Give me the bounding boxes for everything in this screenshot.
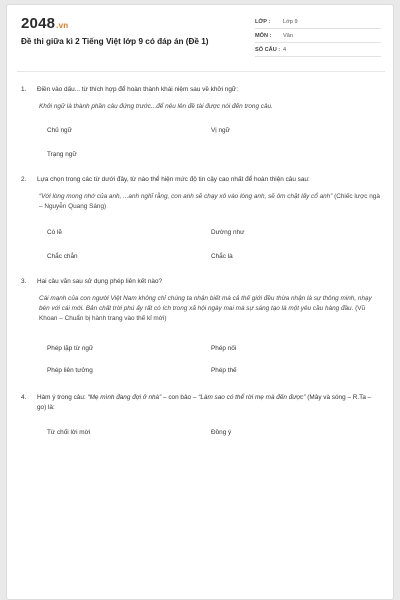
question-number: 2. xyxy=(21,176,27,183)
meta-value: Lớp 9 xyxy=(283,18,298,25)
question-1 xyxy=(21,85,381,112)
meta-value: 4 xyxy=(283,46,287,53)
question-stem: Lựa chọn trong các từ dưới đây, từ nào thể hiện mức độ tin cậy cao nhất để hoàn thiện câu sau: xyxy=(37,176,310,183)
quote-source: (Chiếc lược ngà – Nguyễn Quang Sáng) xyxy=(39,193,380,210)
option-a[interactable]: Phép lặp từ ngữ xyxy=(47,345,94,352)
quote-text: Cái mạnh của con người Việt Nam không chỉ chúng ta nhận biết mà cả thế giới đều thừa nhận là sự thông minh, nhạy bén với cái mới. Bản chất trời phú ấy rất có ích trong xã hội ngày mai mà sự sáng tạo là một yêu cầu hàng đầu. xyxy=(39,295,372,312)
exam-sheet xyxy=(6,4,394,600)
option-c[interactable]: Trạng ngữ xyxy=(47,151,77,158)
stem-quote-2: “Làm sao có thể rời mẹ mà đến được” xyxy=(198,394,306,401)
option-b[interactable]: Phép nối xyxy=(211,345,237,352)
meta-key: SỐ CÂU : xyxy=(255,46,281,53)
question-3 xyxy=(21,277,381,324)
option-c[interactable]: Phép liên tưởng xyxy=(47,367,93,374)
question-quote xyxy=(39,192,381,212)
stem-mid: – con bảo – xyxy=(161,394,199,401)
header xyxy=(7,5,393,67)
option-c[interactable]: Chắc chắn xyxy=(47,253,78,260)
question-quote xyxy=(39,294,381,324)
page-title: Đề thi giữa kì 2 Tiếng Việt lớp 9 có đáp án (Đề 1) xyxy=(21,37,209,46)
meta-key: MÔN : xyxy=(255,32,272,39)
logo-main: 2048 xyxy=(21,15,56,32)
option-a[interactable]: Từ chối lời mời xyxy=(47,429,91,436)
meta-key: LỚP : xyxy=(255,18,271,25)
stem-suffix: (Mây và sóng – R.Ta – go) là: xyxy=(37,394,372,411)
meta-value: Văn xyxy=(283,32,293,39)
meta-info xyxy=(255,15,381,57)
meta-row-subject xyxy=(255,29,381,43)
question-4 xyxy=(21,393,381,413)
question-number: 4. xyxy=(21,394,27,401)
site-logo[interactable] xyxy=(21,15,68,32)
meta-row-count xyxy=(255,43,381,57)
stem-quote: “Mẹ mình đang đợi ở nhà” xyxy=(87,394,162,401)
quote-text: “Với lòng mong nhớ của anh, ...anh nghĩ rằng, con anh sẽ chạy xô vào lòng anh, sẽ ôm chặt lấy cổ anh” xyxy=(39,193,333,200)
quote-source: (Vũ Khoan – Chuẩn bị hành trang vào thế kỉ mới) xyxy=(39,305,366,322)
stem-prefix: Hàm ý trong câu: xyxy=(37,394,88,401)
option-d[interactable]: Chắc là xyxy=(211,253,233,260)
divider xyxy=(17,71,385,72)
question-2 xyxy=(21,175,381,212)
option-d[interactable]: Phép thế xyxy=(211,367,237,374)
logo-tld: .vn xyxy=(56,21,69,30)
question-number: 3. xyxy=(21,278,27,285)
question-stem xyxy=(37,393,381,413)
meta-row-grade xyxy=(255,15,381,29)
option-b[interactable]: Đồng ý xyxy=(211,429,232,436)
option-b[interactable]: Vị ngữ xyxy=(211,127,230,134)
option-b[interactable]: Dường như xyxy=(211,229,245,236)
question-stem: Hai câu văn sau sử dụng phép liên kết nào? xyxy=(37,278,163,285)
question-number: 1. xyxy=(21,86,27,93)
option-a[interactable]: Chủ ngữ xyxy=(47,127,72,134)
question-quote: Khởi ngữ là thành phần câu đứng trước...để nêu lên đề tài được nói đến trong câu. xyxy=(39,103,273,110)
option-a[interactable]: Có lẽ xyxy=(47,229,62,236)
question-stem: Điền vào dấu... từ thích hợp để hoàn thành khái niệm sau về khởi ngữ: xyxy=(37,86,238,93)
